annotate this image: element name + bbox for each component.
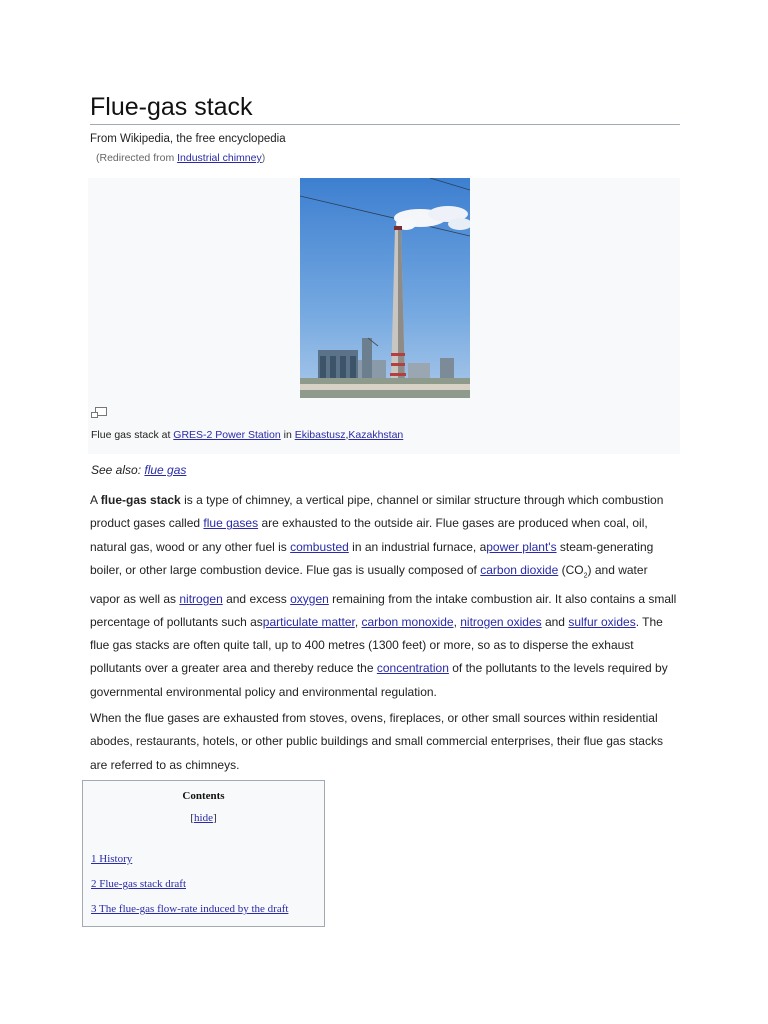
see-also-link-flue-gas[interactable]: flue gas	[144, 463, 187, 477]
text: is a type of chimney, a vertical pipe, channel or similar structure through which combustion product gases called	[90, 493, 664, 531]
paragraph-chimneys: When the flue gases are exhausted from stoves, ovens, fireplaces, or other small sources within residential abodes, restaurants, hotels, or other public buildings and small commercial enterprises, their flue gas stacks are referred to as chimneys.	[90, 711, 663, 772]
toc-item-history[interactable]: 1 History	[91, 853, 133, 865]
toc-hide-toggle	[83, 812, 324, 824]
caption-prefix: Flue gas stack at	[91, 429, 174, 441]
text: of the pollutants to the levels required by governmental environmental policy and environmental regulation.	[90, 661, 668, 699]
link-nitrogen-oxides[interactable]: nitrogen oxides	[460, 614, 542, 629]
bracket: ]	[212, 812, 217, 824]
link-oxygen[interactable]: oxygen	[290, 591, 329, 606]
link-power-plants[interactable]: power plant's	[486, 539, 557, 554]
caption-link-kazakhstan[interactable]: Kazakhstan	[348, 429, 404, 441]
link-carbon-monoxide[interactable]: carbon monoxide	[361, 614, 454, 629]
toc-hide-link[interactable]: hide	[194, 812, 213, 824]
stack-photo[interactable]	[300, 178, 470, 398]
text: are exhausted to the outside air. Flue gases are produced when coal, oil, natural gas, wood or any other fuel is	[90, 516, 648, 554]
table-of-contents	[82, 780, 325, 927]
toc-item-flow-rate[interactable]: 3 The flue-gas flow-rate induced by the draft	[91, 903, 289, 915]
text: and excess	[222, 591, 291, 606]
redirect-link[interactable]: Industrial chimney	[177, 152, 262, 164]
text: ) and water vapor as well as	[90, 562, 648, 606]
see-also-label: See also:	[91, 463, 145, 477]
link-nitrogen[interactable]: nitrogen	[179, 591, 223, 606]
text: ,	[453, 614, 461, 629]
link-sulfur-oxides[interactable]: sulfur oxides	[568, 614, 636, 629]
text: A	[90, 493, 101, 507]
magnify-icon[interactable]	[91, 407, 107, 419]
caption-sep: ,	[345, 429, 349, 441]
text: (CO	[558, 562, 584, 577]
bracket: [	[190, 812, 195, 824]
text: in an industrial furnace, a	[348, 539, 487, 554]
caption-mid: in	[280, 429, 295, 441]
text: remaining from the intake combustion air. It also contains a small percentage of pollutants such as	[90, 591, 677, 629]
redirect-notice	[96, 152, 265, 164]
toc-title: Contents	[182, 790, 225, 802]
see-also	[91, 463, 186, 477]
page-title: Flue-gas stack	[90, 92, 680, 125]
paragraph-intro	[90, 489, 680, 704]
redirect-suffix: )	[261, 152, 266, 164]
text: and	[541, 614, 569, 629]
subscript: 2	[583, 572, 588, 580]
bold-term: flue-gas stack	[100, 493, 181, 507]
caption-link-ekibastusz[interactable]: Ekibastusz	[294, 429, 346, 441]
link-flue-gases[interactable]: flue gases	[203, 516, 259, 531]
toc-item-draft[interactable]: 2 Flue-gas stack draft	[91, 878, 186, 890]
tagline: From Wikipedia, the free encyclopedia	[90, 133, 286, 145]
caption-link-gres2[interactable]: GRES-2 Power Station	[173, 429, 281, 441]
redirect-prefix: (Redirected from	[96, 152, 178, 164]
text: ,	[354, 614, 362, 629]
link-concentration[interactable]: concentration	[376, 661, 449, 676]
link-combusted[interactable]: combusted	[290, 539, 349, 554]
text: . The flue gas stacks are often quite tall, up to 400 metres (1300 feet) or more, so as to disperse the exhaust pollutants over a greater area and thereby reduce the	[90, 614, 663, 676]
link-particulate-matter[interactable]: particulate matter	[262, 614, 355, 629]
link-carbon-dioxide[interactable]: carbon dioxide	[480, 562, 559, 577]
text: steam-generating boiler, or other large combustion device. Flue gas is usually composed of	[90, 539, 654, 577]
figure-caption	[91, 429, 403, 441]
